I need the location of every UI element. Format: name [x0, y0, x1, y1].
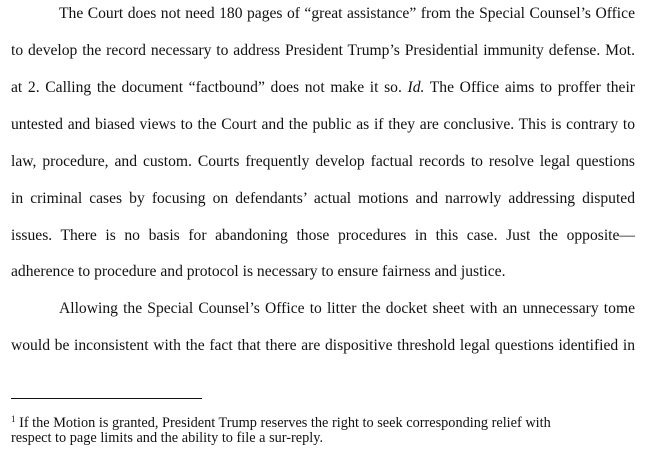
paragraph-1-line-2: to develop the record necessary to address President Trump’s Presidential immunity defense. Mot. — [11, 42, 635, 59]
paragraph-1-line-1: The Court does not need 180 pages of “great assistance” from the Special Counsel’s Office — [59, 5, 635, 22]
paragraph-1-line-7: issues. There is no basis for abandoning those procedures in this case. Just the opposite— — [11, 227, 635, 244]
footnote-separator — [11, 398, 202, 399]
paragraph-1-line-8: adherence to procedure and protocol is necessary to ensure fairness and justice. — [11, 263, 506, 280]
paragraph-1-line-6: in criminal cases by focusing on defendants’ actual motions and narrowly addressing disputed — [11, 190, 635, 207]
footnote-text-1: If the Motion is granted, President Trump reserves the right to seek corresponding relief with — [15, 415, 551, 431]
line-3-part-a: at 2. Calling the document “factbound” does not make it so. — [11, 79, 402, 96]
paragraph-2-line-2: would be inconsistent with the fact that there are dispositive threshold legal questions identified in — [11, 337, 635, 354]
line-3-part-b: The Office aims to proffer their — [429, 79, 635, 96]
footnote-line-2: respect to page limits and the ability to file a sur-reply. — [11, 430, 324, 446]
footnote-marker: 1 — [11, 414, 16, 424]
paragraph-1-line-3 — [11, 78, 635, 98]
citation-id: Id. — [407, 79, 425, 96]
paragraph-1-line-5: law, procedure, and custom. Courts frequently develop factual records to resolve legal questions — [11, 153, 635, 170]
paragraph-2-line-1: Allowing the Special Counsel’s Office to litter the docket sheet with an unnecessary tome — [59, 300, 635, 317]
paragraph-1-line-4: untested and biased views to the Court and the public as if they are conclusive. This is contrary to — [11, 116, 635, 133]
